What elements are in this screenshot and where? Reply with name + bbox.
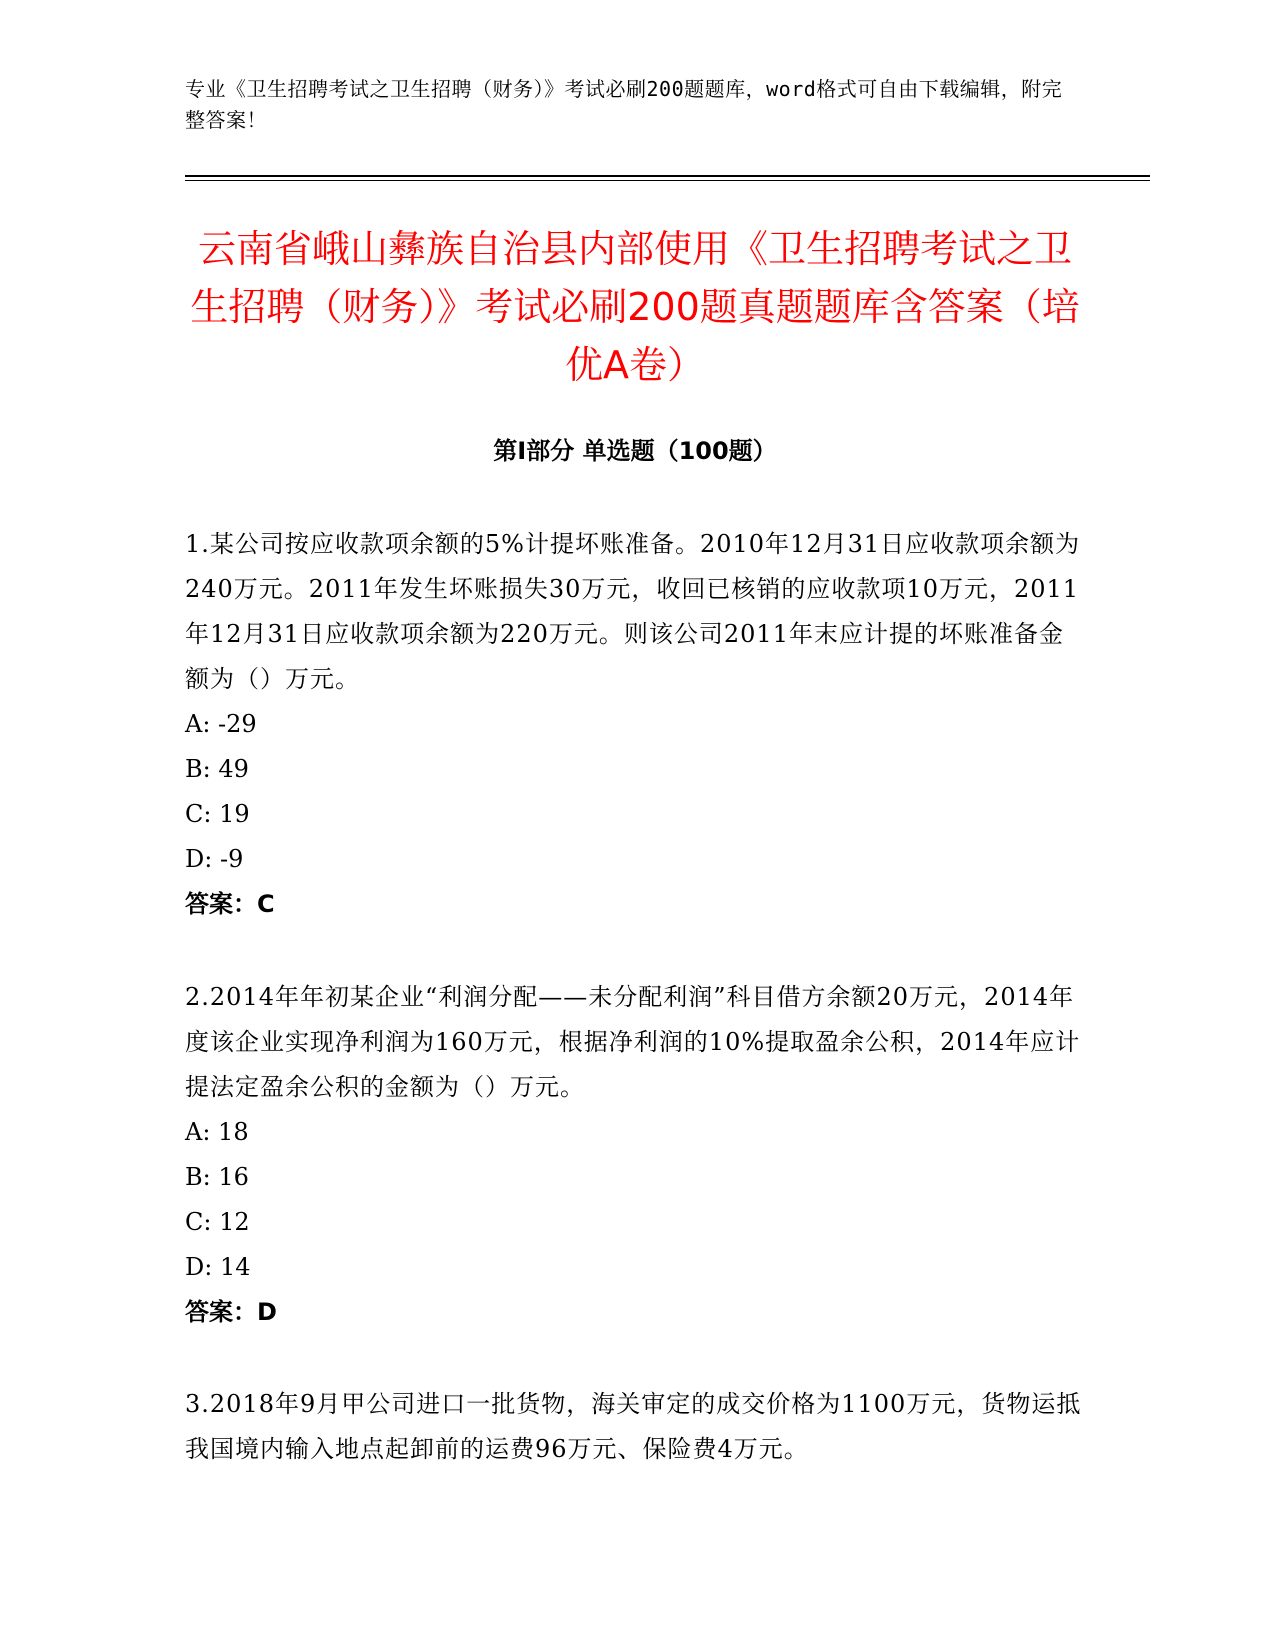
- question-stem: 2.2014年年初某企业“利润分配——未分配利润”科目借方余额20万元，2014年度该企业实现净利润为160万元，根据净利润的10%提取盈余公积，2014年应计提法定盈余公积的金额为（）万元。: [185, 983, 1081, 1101]
- option-c: C: 12: [185, 1208, 250, 1236]
- document-title: 云南省峨山彝族自治县内部使用《卫生招聘考试之卫生招聘（财务）》考试必刷200题真题题库含答案（培优A卷）: [190, 227, 1080, 387]
- section-heading: 第Ⅰ部分 单选题（100题）: [493, 437, 777, 465]
- header-divider-thin: [185, 180, 1150, 181]
- option-a: A: -29: [185, 710, 257, 738]
- question-3: [185, 1382, 1085, 1472]
- question-stem: 1.某公司按应收款项余额的5%计提坏账准备。2010年12月31日应收款项余额为240万元。2011年发生坏账损失30万元，收回已核销的应收款项10万元，2011年12月31日应收款项余额为220万元。则该公司2011年末应计提的坏账准备金额为（）万元。: [185, 530, 1081, 693]
- option-b: B: 16: [185, 1163, 249, 1191]
- question-2: [185, 975, 1085, 1335]
- answer: 答案：D: [185, 1298, 277, 1326]
- header-divider-thick: [185, 175, 1150, 177]
- header-note: 专业《卫生招聘考试之卫生招聘（财务）》考试必刷200题题库，word格式可自由下载编辑，附完整答案！: [185, 77, 1063, 132]
- answer: 答案：C: [185, 890, 275, 918]
- option-b: B: 49: [185, 755, 249, 783]
- option-c: C: 19: [185, 800, 250, 828]
- question-stem: 3.2018年9月甲公司进口一批货物，海关审定的成交价格为1100万元，货物运抵我国境内输入地点起卸前的运费96万元、保险费4万元。: [185, 1390, 1082, 1463]
- option-d: D: -9: [185, 845, 244, 873]
- question-1: [185, 522, 1085, 927]
- option-d: D: 14: [185, 1253, 251, 1281]
- option-a: A: 18: [185, 1118, 249, 1146]
